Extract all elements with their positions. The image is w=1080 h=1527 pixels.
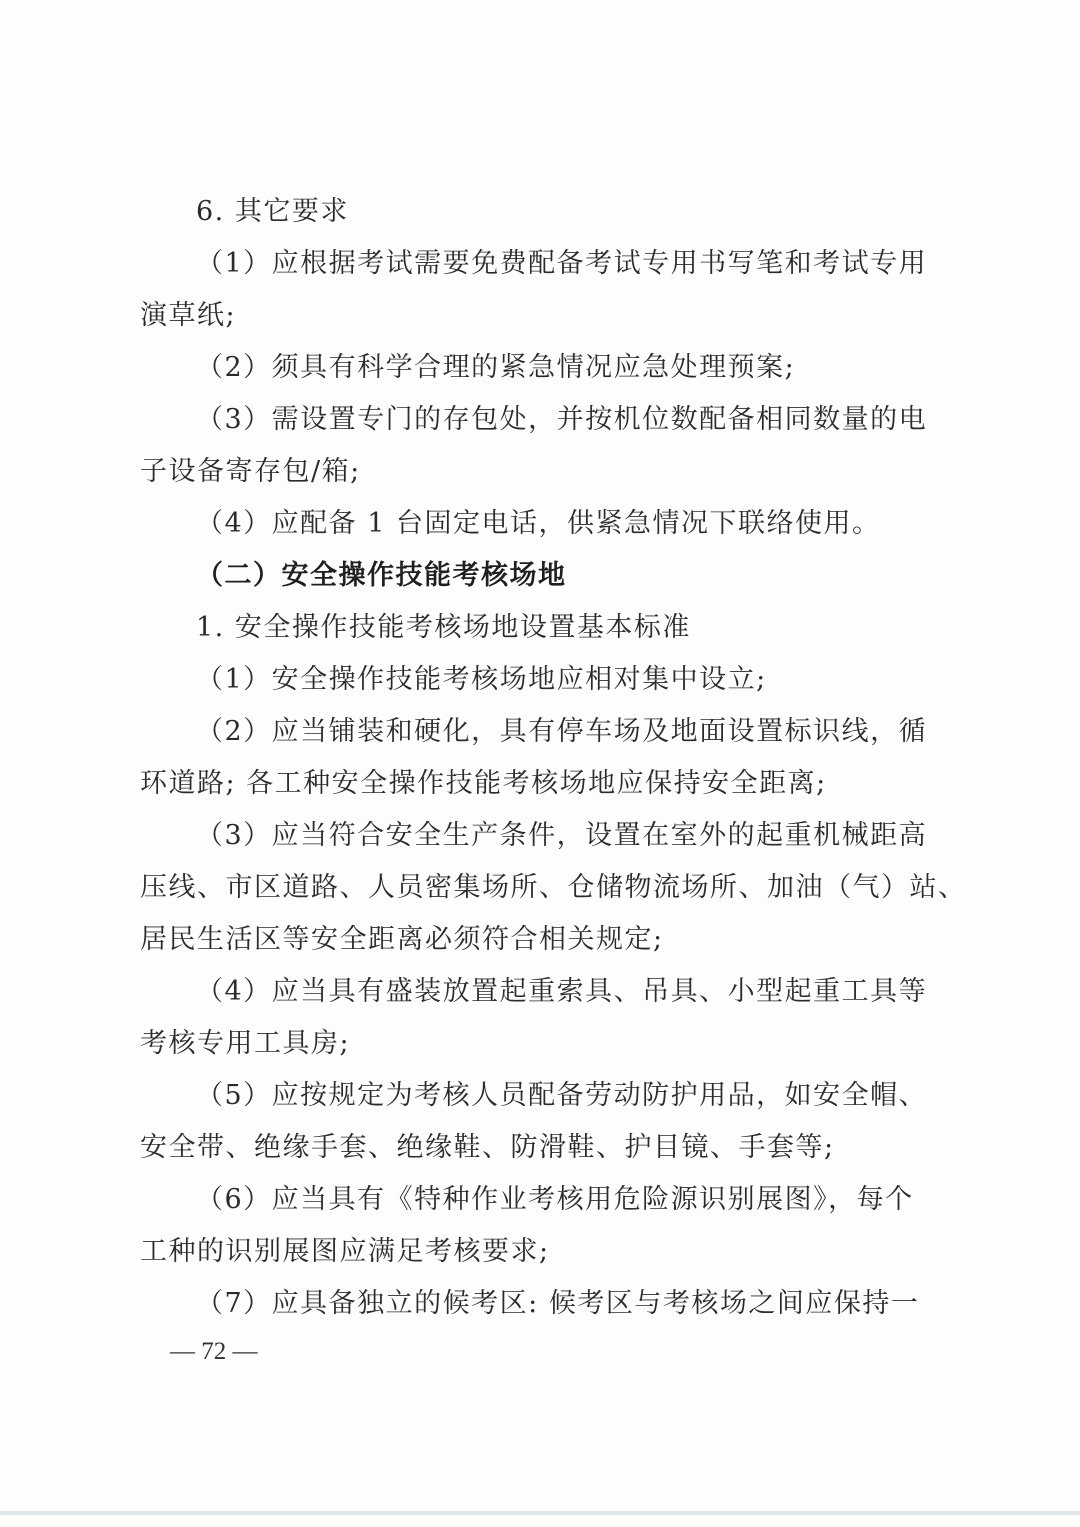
site-item-3-line-1: （3）应当符合安全生产条件，设置在室外的起重机械距高 bbox=[196, 820, 928, 851]
item-3-line-2: 子设备寄存包/箱; bbox=[140, 456, 361, 487]
site-item-2-line-1: （2）应当铺装和硬化，具有停车场及地面设置标识线，循 bbox=[196, 716, 928, 747]
site-item-7-line-1: （7）应具备独立的候考区: 候考区与考核场之间应保持一 bbox=[196, 1288, 920, 1319]
site-item-6-line-2: 工种的识别展图应满足考核要求; bbox=[140, 1236, 550, 1267]
site-item-5-line-1: （5）应按规定为考核人员配备劳动防护用品，如安全帽、 bbox=[196, 1080, 928, 1111]
item-2: （2）须具有科学合理的紧急情况应急处理预案; bbox=[196, 352, 796, 383]
section-2-heading: （二）安全操作技能考核场地 bbox=[196, 560, 567, 591]
site-item-3-line-2: 压线、市区道路、人员密集场所、仓储物流场所、加油（气）站、 bbox=[140, 872, 967, 903]
bottom-divider bbox=[0, 1511, 1080, 1515]
item-1-line-2: 演草纸; bbox=[140, 300, 237, 331]
page-number: — 72 — bbox=[170, 1338, 258, 1365]
item-1-line-1: （1）应根据考试需要免费配备考试专用书写笔和考试专用 bbox=[196, 248, 928, 279]
subsection-1-heading: 1. 安全操作技能考核场地设置基本标准 bbox=[196, 612, 691, 643]
site-item-4-line-1: （4）应当具有盛装放置起重索具、吊具、小型起重工具等 bbox=[196, 976, 928, 1007]
site-item-4-line-2: 考核专用工具房; bbox=[140, 1028, 351, 1059]
site-item-6-line-1: （6）应当具有《特种作业考核用危险源识别展图》，每个 bbox=[196, 1184, 914, 1215]
item-3-line-1: （3）需设置专门的存包处，并按机位数配备相同数量的电 bbox=[196, 404, 928, 435]
site-item-5-line-2: 安全带、绝缘手套、绝缘鞋、防滑鞋、护目镜、手套等; bbox=[140, 1132, 835, 1163]
section-6-heading: 6. 其它要求 bbox=[196, 196, 349, 227]
body-text bbox=[140, 186, 967, 1330]
site-item-1: （1）安全操作技能考核场地应相对集中设立; bbox=[196, 664, 767, 695]
site-item-2-line-2: 环道路; 各工种安全操作技能考核场地应保持安全距离; bbox=[140, 768, 827, 799]
site-item-3-line-3: 居民生活区等安全距离必须符合相关规定; bbox=[140, 924, 664, 955]
item-4: （4）应配备 1 台固定电话，供紧急情况下联络使用。 bbox=[196, 508, 881, 539]
